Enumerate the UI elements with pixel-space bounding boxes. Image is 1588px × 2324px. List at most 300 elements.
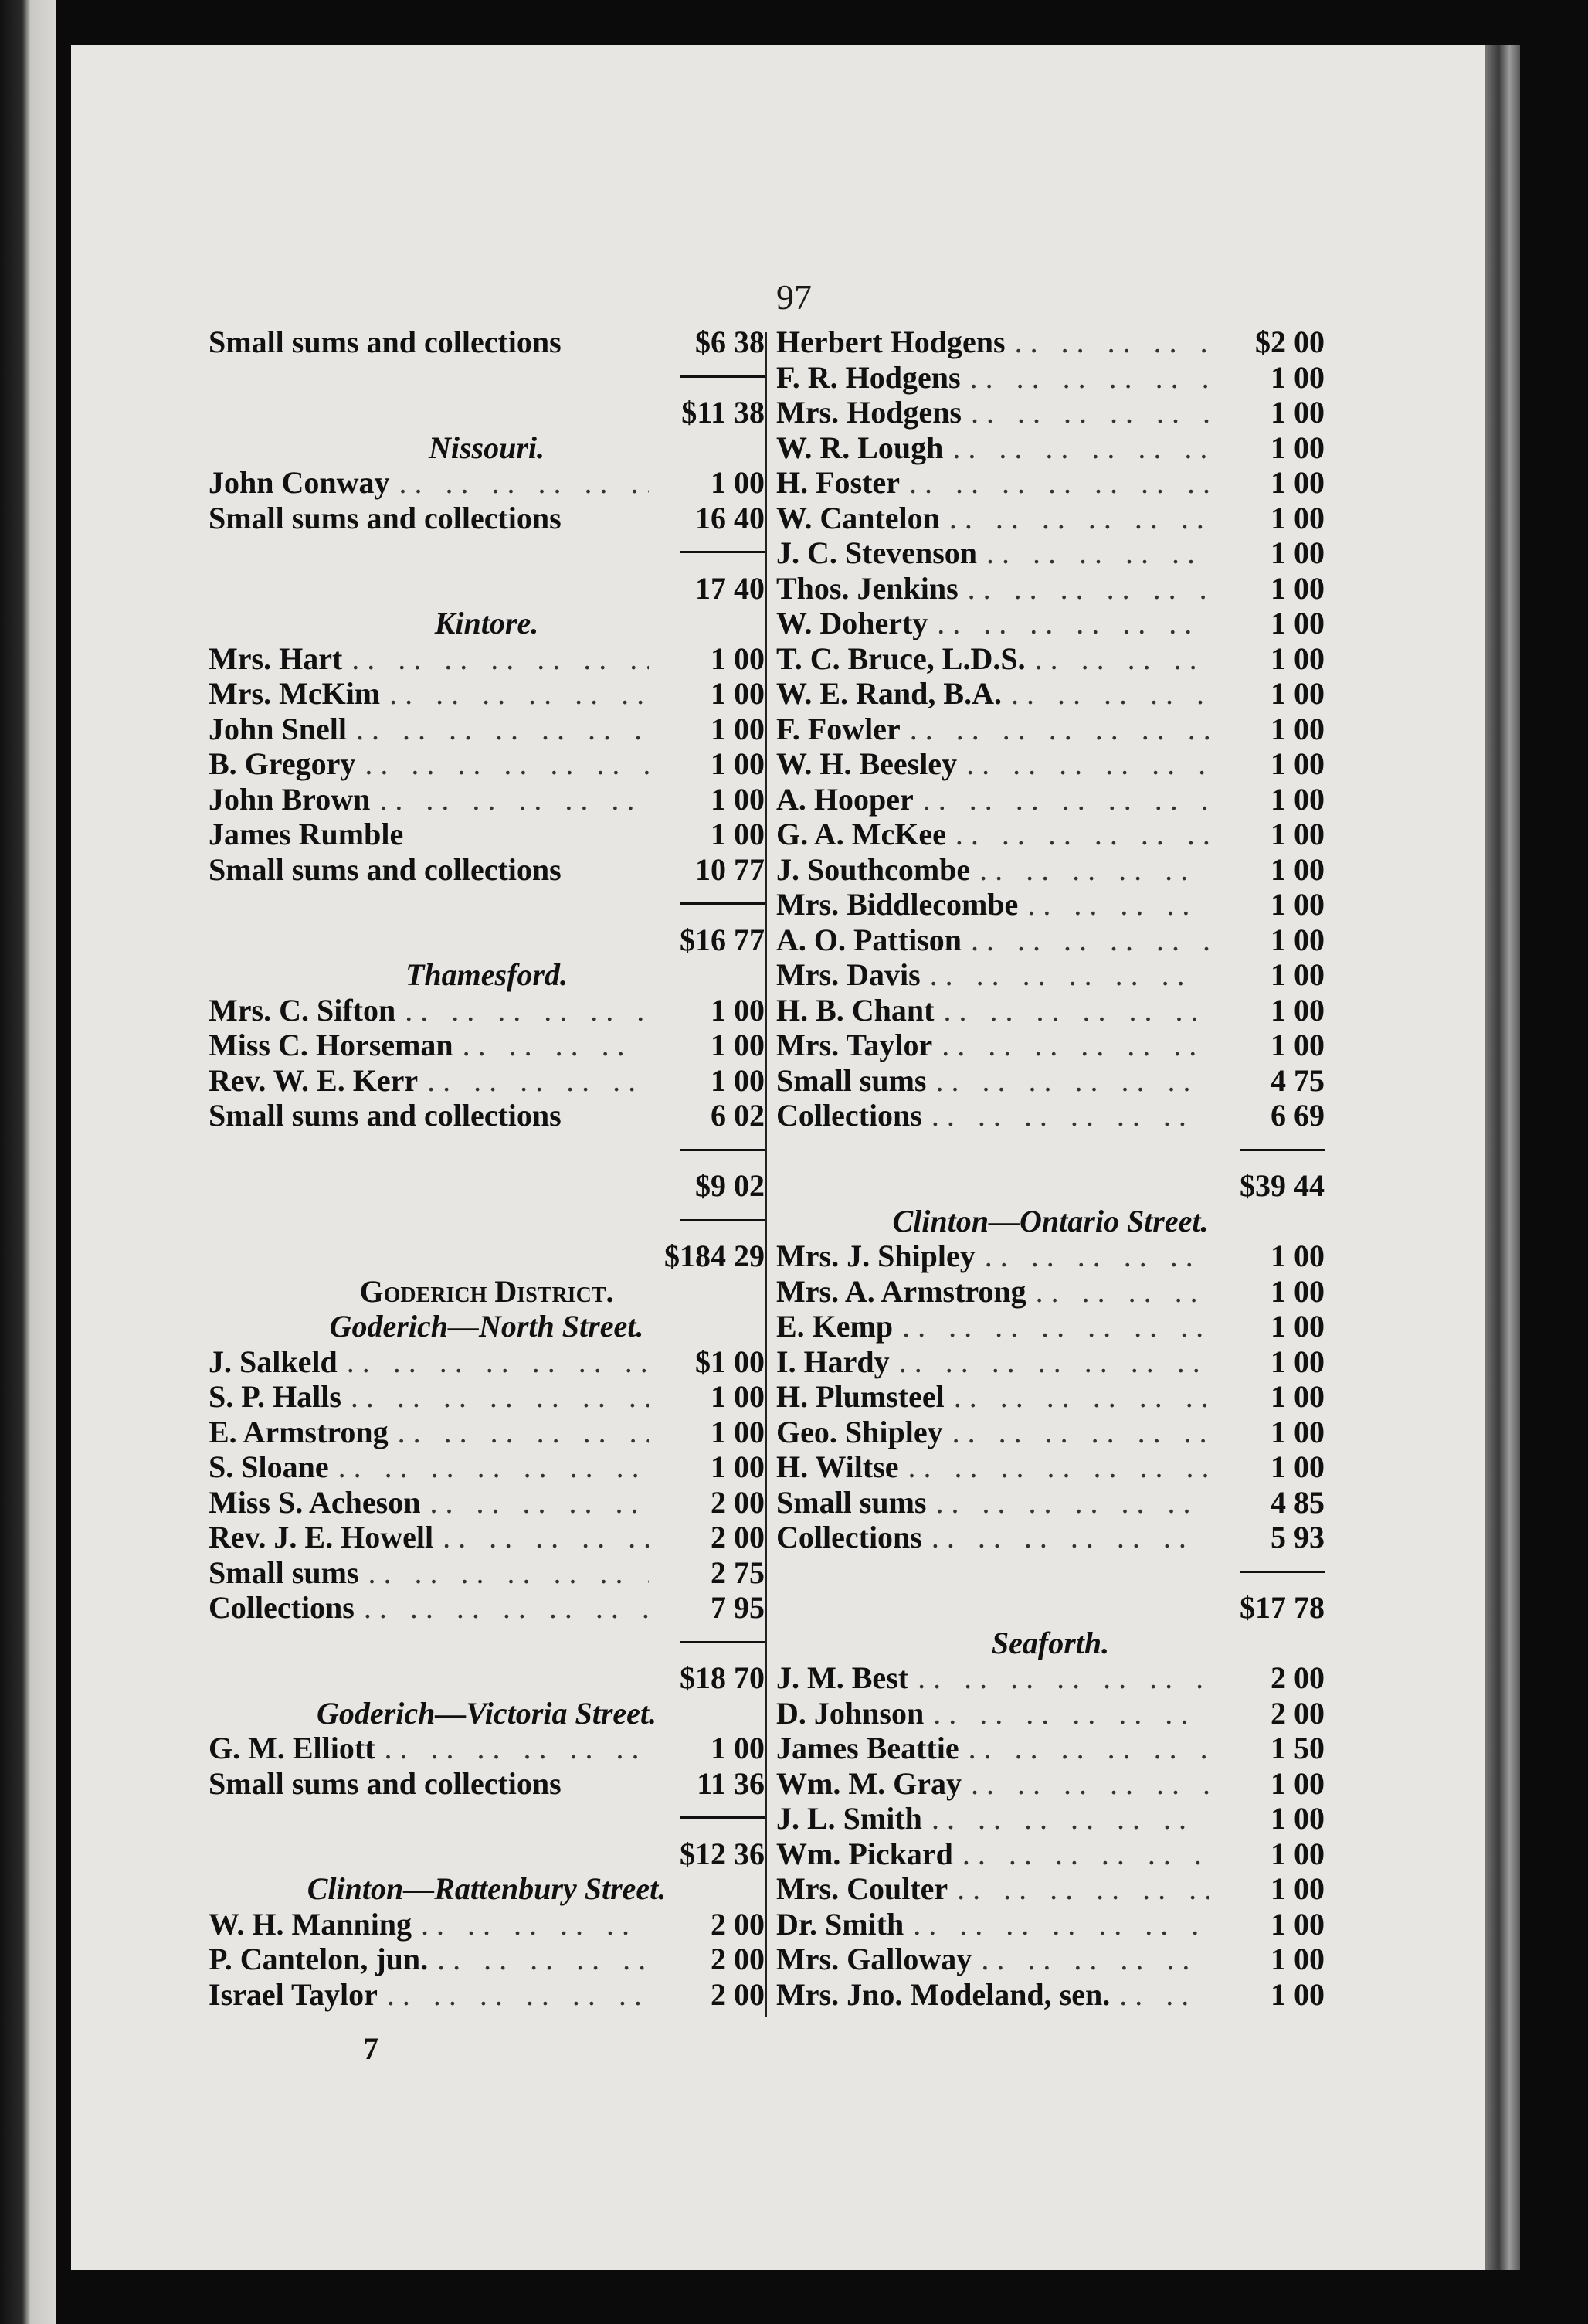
ledger-entry	[776, 1696, 1325, 1731]
leader-dots	[329, 1449, 649, 1485]
entry-amount: 1 50	[1271, 1731, 1325, 1765]
entry-amount: 1 00	[1271, 1028, 1325, 1062]
leader-dots	[922, 1520, 1209, 1555]
ledger-entry	[776, 1836, 1325, 1872]
entry-name: Small sums and collections	[209, 851, 562, 887]
leader-dots	[890, 1344, 1209, 1380]
entry-amount: 1 00	[711, 465, 765, 500]
entry-name: Herbert Hodgens	[776, 324, 1006, 359]
ledger-entry	[209, 1344, 765, 1380]
entry-name: Mrs. Jno. Modeland, sen.	[776, 1976, 1111, 2012]
ledger-entry	[209, 1520, 765, 1555]
entry-amount: 4 75	[1271, 1062, 1325, 1098]
sum-rule	[209, 1626, 765, 1661]
entry-name: H. B. Chant	[776, 992, 935, 1028]
entry-name: Small sums	[776, 1062, 927, 1098]
ledger-entry	[776, 1977, 1325, 2013]
leader-dots	[1026, 641, 1209, 677]
ledger-entry	[776, 1238, 1325, 1274]
entry-amount: 1 00	[1271, 430, 1325, 465]
page-number: 97	[776, 277, 812, 317]
entry-amount: 1 00	[711, 1449, 765, 1484]
entry-amount: 1 00	[1271, 1273, 1325, 1309]
section-heading: Nissouri.	[428, 430, 545, 465]
entry-name: B. Gregory	[209, 746, 356, 781]
ledger-entry	[209, 993, 765, 1028]
ledger-entry	[209, 1063, 765, 1099]
ledger-entry	[776, 1309, 1325, 1344]
subtotal: $11 38	[681, 395, 765, 430]
leader-dots	[927, 1063, 1210, 1099]
entry-amount: 5 93	[1271, 1520, 1325, 1554]
subtotal: $9 02	[695, 1168, 765, 1203]
ledger-entry	[776, 641, 1325, 677]
entry-amount: 1 00	[1271, 1379, 1325, 1414]
entry-name: Wm. Pickard	[776, 1836, 953, 1871]
entry-name: Dr. Smith	[776, 1906, 904, 1942]
section-heading: Thamesford.	[405, 957, 568, 992]
leader-dots	[908, 1660, 1209, 1696]
entry-amount: 11 36	[697, 1765, 765, 1801]
leader-dots	[1110, 1977, 1209, 2013]
ledger-entry	[776, 1415, 1325, 1450]
ledger-entry	[209, 641, 765, 677]
entry-name: Collections	[776, 1098, 922, 1133]
leader-dots	[924, 1696, 1209, 1731]
entry-name: S. Sloane	[209, 1449, 329, 1484]
entry-amount: 1 00	[1271, 465, 1325, 500]
leader-dots	[380, 676, 649, 712]
entry-amount: 2 00	[1271, 1660, 1325, 1695]
leader-dots	[962, 1766, 1209, 1802]
subtotal: $17 78	[1240, 1590, 1325, 1625]
entry-name: J. C. Stevenson	[776, 535, 978, 570]
entry-amount: 1 00	[1271, 1942, 1325, 1976]
entry-name: Mrs. C. Sifton	[209, 992, 396, 1028]
entry-name: Mrs. Hodgens	[776, 395, 962, 430]
ledger-entry	[776, 501, 1325, 536]
entry-name: G. M. Elliott	[209, 1731, 375, 1765]
entry-amount: 1 00	[1271, 957, 1325, 992]
leader-dots	[976, 1238, 1209, 1274]
ledger-entry	[776, 571, 1325, 606]
entry-name: F. R. Hodgens	[776, 359, 961, 395]
leader-dots	[927, 1485, 1210, 1520]
leader-dots	[962, 922, 1209, 958]
ledger-entry	[776, 957, 1325, 993]
ledger-entry	[209, 1590, 765, 1626]
entry-amount: 1 00	[1271, 640, 1325, 676]
entry-amount: $1 00	[695, 1344, 765, 1379]
leader-dots	[901, 712, 1209, 747]
entry-amount: 4 85	[1271, 1484, 1325, 1520]
entry-amount: 1 00	[711, 640, 765, 676]
entry-name: A. O. Pattison	[776, 922, 962, 957]
entry-amount: 1 00	[1271, 1765, 1325, 1801]
entry-amount: 6 02	[711, 1098, 765, 1133]
entry-amount: 1 00	[1271, 1976, 1325, 2012]
entry-name: Small sums and collections	[209, 1098, 562, 1133]
entry-name: S. P. Halls	[209, 1379, 341, 1414]
section-heading: Clinton—Rattenbury Street.	[307, 1871, 667, 1906]
ledger-entry	[209, 1028, 765, 1063]
entry-name: Geo. Shipley	[776, 1414, 943, 1449]
leader-dots	[899, 1449, 1209, 1485]
ledger-entry	[776, 1871, 1325, 1907]
entry-amount: 1 00	[711, 1028, 765, 1062]
entry-name: Thos. Jenkins	[776, 570, 959, 606]
entry-amount: $6 38	[695, 324, 765, 359]
entry-name: Small sums	[776, 1484, 927, 1520]
adjacent-page-edge	[0, 0, 56, 2324]
entry-amount: 1 00	[711, 817, 765, 851]
sum-rule	[209, 1133, 765, 1169]
entry-amount: 2 75	[711, 1554, 765, 1590]
ledger-entry	[209, 324, 765, 360]
ledger-entry	[209, 712, 765, 747]
entry-name: John Snell	[209, 711, 347, 746]
entry-name: Small sums	[209, 1554, 359, 1590]
ledger-entry	[776, 922, 1325, 958]
ledger-entry	[209, 1731, 765, 1766]
entry-name: D. Johnson	[776, 1695, 925, 1731]
subtotal: $184 29	[664, 1238, 765, 1273]
ledger-entry	[209, 1977, 765, 2013]
entry-name: F. Fowler	[776, 711, 901, 746]
leader-dots	[338, 1344, 649, 1380]
ledger-entry	[776, 746, 1325, 782]
ledger-entry	[776, 887, 1325, 922]
ledger-entry	[209, 676, 765, 712]
entry-amount: 1 00	[711, 1731, 765, 1765]
entry-amount: 2 00	[711, 1484, 765, 1520]
section-heading: Goderich District.	[359, 1273, 614, 1309]
entry-name: Mrs. Biddlecombe	[776, 887, 1019, 922]
ledger-entry	[776, 1801, 1325, 1836]
entry-name: Mrs. Coulter	[776, 1871, 948, 1906]
leader-dots	[453, 1028, 649, 1063]
leader-dots	[943, 430, 1209, 466]
entry-name: J. L. Smith	[776, 1801, 922, 1836]
entry-name: James Beattie	[776, 1731, 959, 1765]
subtotal: 17 40	[695, 570, 765, 606]
ledger-entry	[776, 712, 1325, 747]
ledger-entry	[776, 1766, 1325, 1802]
ledger-entry	[776, 817, 1325, 852]
leader-dots	[390, 465, 649, 501]
leader-dots	[914, 782, 1209, 817]
entry-name: Mrs. Davis	[776, 957, 921, 992]
entry-amount: 1 00	[711, 711, 765, 746]
entry-name: John Conway	[209, 465, 390, 500]
signature-mark: 7	[363, 2031, 378, 2066]
leader-dots	[953, 1836, 1209, 1872]
leader-dots	[922, 1098, 1209, 1133]
entry-name: I. Hardy	[776, 1344, 890, 1379]
leader-dots	[935, 993, 1210, 1028]
entry-amount: 1 00	[1271, 1309, 1325, 1344]
entry-amount: 2 00	[1271, 1695, 1325, 1731]
section-heading: Goderich—North Street.	[329, 1309, 644, 1344]
entry-amount: 1 00	[1271, 1414, 1325, 1449]
ledger-entry	[776, 782, 1325, 817]
entry-amount: $2 00	[1255, 324, 1325, 359]
leader-dots	[962, 395, 1209, 430]
entry-name: T. C. Bruce, L.D.S.	[776, 640, 1026, 676]
entry-name: Small sums and collections	[209, 1765, 562, 1801]
entry-name: W. E. Rand, B.A.	[776, 676, 1002, 711]
entry-amount: 1 00	[711, 676, 765, 711]
ledger-entry	[776, 535, 1325, 571]
section-heading: Kintore.	[434, 606, 539, 640]
section-heading: Clinton—Ontario Street.	[892, 1203, 1209, 1238]
entry-name: W. H. Beesley	[776, 746, 958, 781]
entry-amount: 1 00	[711, 1379, 765, 1414]
entry-name: W. Cantelon	[776, 500, 940, 535]
leader-dots	[347, 712, 649, 747]
ledger-entry	[776, 606, 1325, 641]
ledger-entry	[776, 465, 1325, 501]
entry-name: Miss C. Horseman	[209, 1028, 453, 1062]
ledger-entry	[776, 1344, 1325, 1380]
entry-amount: 1 00	[1271, 1238, 1325, 1273]
sum-rule	[209, 360, 765, 396]
sum-rule	[209, 887, 765, 922]
entry-amount: 1 00	[1271, 711, 1325, 746]
leader-dots	[412, 1907, 649, 1942]
entry-name: A. Hooper	[776, 781, 914, 817]
leader-dots	[1006, 324, 1209, 360]
ledger-entry	[209, 1449, 765, 1485]
entry-name: J. Southcombe	[776, 851, 971, 887]
entry-name: Miss S. Acheson	[209, 1484, 421, 1520]
leader-dots	[922, 1801, 1209, 1836]
entry-name: E. Kemp	[776, 1309, 894, 1344]
entry-name: H. Plumsteel	[776, 1379, 945, 1414]
ledger-entry	[209, 782, 765, 817]
leader-dots	[904, 1907, 1209, 1942]
entry-name: Wm. M. Gray	[776, 1765, 962, 1801]
entry-name: W. R. Lough	[776, 430, 944, 465]
entry-name: Rev. W. E. Kerr	[209, 1062, 419, 1098]
leader-dots	[900, 465, 1209, 501]
subtotal: $39 44	[1240, 1168, 1325, 1203]
entry-name: Collections	[209, 1590, 355, 1625]
entry-amount: 1 00	[1271, 1836, 1325, 1871]
ledger-entry	[209, 465, 765, 501]
entry-amount: 1 00	[1271, 1449, 1325, 1484]
ledger-entry	[209, 1907, 765, 1942]
ledger-entry	[776, 852, 1325, 888]
ledger-entry	[776, 1907, 1325, 1942]
entry-amount: 1 00	[1271, 500, 1325, 535]
leader-dots	[421, 1485, 650, 1520]
section-heading: Goderich—Victoria Street.	[317, 1695, 657, 1731]
entry-amount: 1 00	[1271, 851, 1325, 887]
entry-amount: 1 00	[711, 1414, 765, 1449]
entry-name: Collections	[776, 1520, 922, 1554]
entry-name: Small sums and collections	[209, 500, 562, 535]
entry-amount: 1 00	[1271, 395, 1325, 430]
entry-amount: 1 00	[1271, 359, 1325, 395]
subtotal: $18 70	[680, 1660, 765, 1695]
page-edge-shadow	[1485, 45, 1520, 2270]
leader-dots	[378, 1977, 649, 2013]
leader-dots	[943, 1415, 1209, 1450]
leader-dots	[428, 1942, 649, 1977]
entry-name: James Rumble	[209, 817, 404, 851]
sum-rule	[209, 535, 765, 571]
ledger-entry	[776, 324, 1325, 360]
sum-rule	[776, 1133, 1325, 1169]
leader-dots	[940, 501, 1209, 536]
subtotal: $16 77	[680, 922, 765, 957]
leader-dots	[945, 1379, 1209, 1415]
ledger-entry	[209, 1485, 765, 1520]
ledger-entry	[776, 1731, 1325, 1766]
ledger-entry	[776, 430, 1325, 466]
leader-dots	[395, 993, 649, 1028]
entry-name: H. Foster	[776, 465, 900, 500]
entry-amount: 2 00	[711, 1976, 765, 2012]
ledger-entry	[209, 746, 765, 782]
leader-dots	[928, 606, 1209, 641]
entry-name: H. Wiltse	[776, 1449, 899, 1484]
leader-dots	[946, 817, 1209, 852]
entry-name: Mrs. A. Armstrong	[776, 1273, 1026, 1309]
ledger-entry	[776, 1449, 1325, 1485]
entry-name: W. H. Manning	[209, 1906, 412, 1942]
entry-amount: 1 00	[1271, 570, 1325, 606]
entry-name: Israel Taylor	[209, 1976, 378, 2012]
entry-amount: 1 00	[1271, 676, 1325, 711]
leader-dots	[970, 852, 1209, 888]
leader-dots	[961, 360, 1209, 396]
leader-dots	[932, 1028, 1209, 1063]
entry-name: Mrs. Hart	[209, 640, 343, 676]
entry-amount: 1 00	[1271, 922, 1325, 957]
leader-dots	[957, 746, 1209, 782]
ledger-entry	[776, 1520, 1325, 1555]
ledger-entry	[776, 395, 1325, 430]
ledger-entry	[776, 360, 1325, 396]
leader-dots	[948, 1871, 1209, 1907]
entry-amount: 1 00	[1271, 992, 1325, 1028]
leader-dots	[355, 746, 649, 782]
ledger-entry	[776, 1274, 1325, 1310]
leader-dots	[977, 535, 1209, 571]
column-divider	[765, 332, 767, 2017]
entry-name: E. Armstrong	[209, 1414, 389, 1449]
ledger-entry	[209, 501, 765, 536]
ledger-entry	[209, 1415, 765, 1450]
leader-dots	[375, 1731, 649, 1766]
leader-dots	[418, 1063, 649, 1099]
entry-name: Mrs. Taylor	[776, 1028, 933, 1062]
ledger-entry	[776, 993, 1325, 1028]
entry-amount: 1 00	[711, 781, 765, 817]
entry-name: John Brown	[209, 781, 371, 817]
ledger-entry	[776, 1098, 1325, 1133]
ledger-entry	[776, 1063, 1325, 1099]
leader-dots	[921, 957, 1209, 993]
sum-rule	[209, 1801, 765, 1836]
right-column	[776, 324, 1325, 2012]
entry-amount: 1 00	[711, 1062, 765, 1098]
entry-amount: 1 00	[1271, 606, 1325, 640]
entry-amount: 1 00	[1271, 746, 1325, 781]
leader-dots	[959, 571, 1209, 606]
ledger-entry	[776, 1485, 1325, 1520]
leader-dots	[972, 1942, 1209, 1977]
entry-amount: 2 00	[711, 1906, 765, 1942]
entry-name: Mrs. McKim	[209, 676, 381, 711]
entry-name: P. Cantelon, jun.	[209, 1942, 429, 1976]
entry-name: Rev. J. E. Howell	[209, 1520, 434, 1554]
entry-name: Small sums and collections	[209, 324, 562, 359]
entry-amount: 1 00	[1271, 1871, 1325, 1906]
entry-amount: 6 69	[1271, 1098, 1325, 1133]
entry-amount: 1 00	[711, 992, 765, 1028]
entry-amount: 2 00	[711, 1942, 765, 1976]
leader-dots	[355, 1590, 649, 1626]
leader-dots	[893, 1309, 1209, 1344]
ledger-entry	[776, 1028, 1325, 1063]
ledger-entry	[209, 1098, 765, 1133]
ledger-entry	[209, 1555, 765, 1591]
ledger-entry	[209, 817, 765, 852]
sum-rule	[776, 1555, 1325, 1591]
entry-name: Mrs. J. Shipley	[776, 1238, 976, 1273]
ledger-entry	[776, 1942, 1325, 1977]
leader-dots	[370, 782, 649, 817]
ledger-entry	[776, 1660, 1325, 1696]
entry-amount: 1 00	[1271, 1906, 1325, 1942]
section-heading: Seaforth.	[991, 1625, 1110, 1660]
ledger-entry	[776, 676, 1325, 712]
leader-dots	[1026, 1274, 1209, 1310]
entry-amount: 1 00	[1271, 1344, 1325, 1379]
entry-amount: 10 77	[695, 851, 765, 887]
ledger-entry	[209, 852, 765, 888]
entry-name: Mrs. Galloway	[776, 1942, 972, 1976]
leader-dots	[1002, 676, 1209, 712]
leader-dots	[342, 641, 649, 677]
leader-dots	[341, 1379, 649, 1415]
leader-dots	[359, 1555, 650, 1591]
entry-amount: 1 00	[1271, 535, 1325, 570]
leader-dots	[389, 1415, 649, 1450]
leader-dots	[1018, 887, 1209, 922]
entry-amount: 1 00	[711, 746, 765, 781]
subtotal: $12 36	[680, 1836, 765, 1871]
entry-amount: 1 00	[1271, 1801, 1325, 1836]
sum-rule	[209, 1204, 765, 1239]
ledger-entry	[209, 1766, 765, 1802]
ledger-entry	[209, 1942, 765, 1977]
entry-amount: 1 00	[1271, 887, 1325, 922]
ledger-entry	[209, 1379, 765, 1415]
entry-name: W. Doherty	[776, 606, 928, 640]
leader-dots	[959, 1731, 1209, 1766]
leader-dots	[433, 1520, 649, 1555]
entry-amount: 1 00	[1271, 817, 1325, 851]
ledger-entry	[776, 1379, 1325, 1415]
entry-amount: 2 00	[711, 1520, 765, 1554]
entry-amount: 1 00	[1271, 781, 1325, 817]
left-column	[209, 324, 765, 2012]
entry-amount: 7 95	[711, 1590, 765, 1625]
